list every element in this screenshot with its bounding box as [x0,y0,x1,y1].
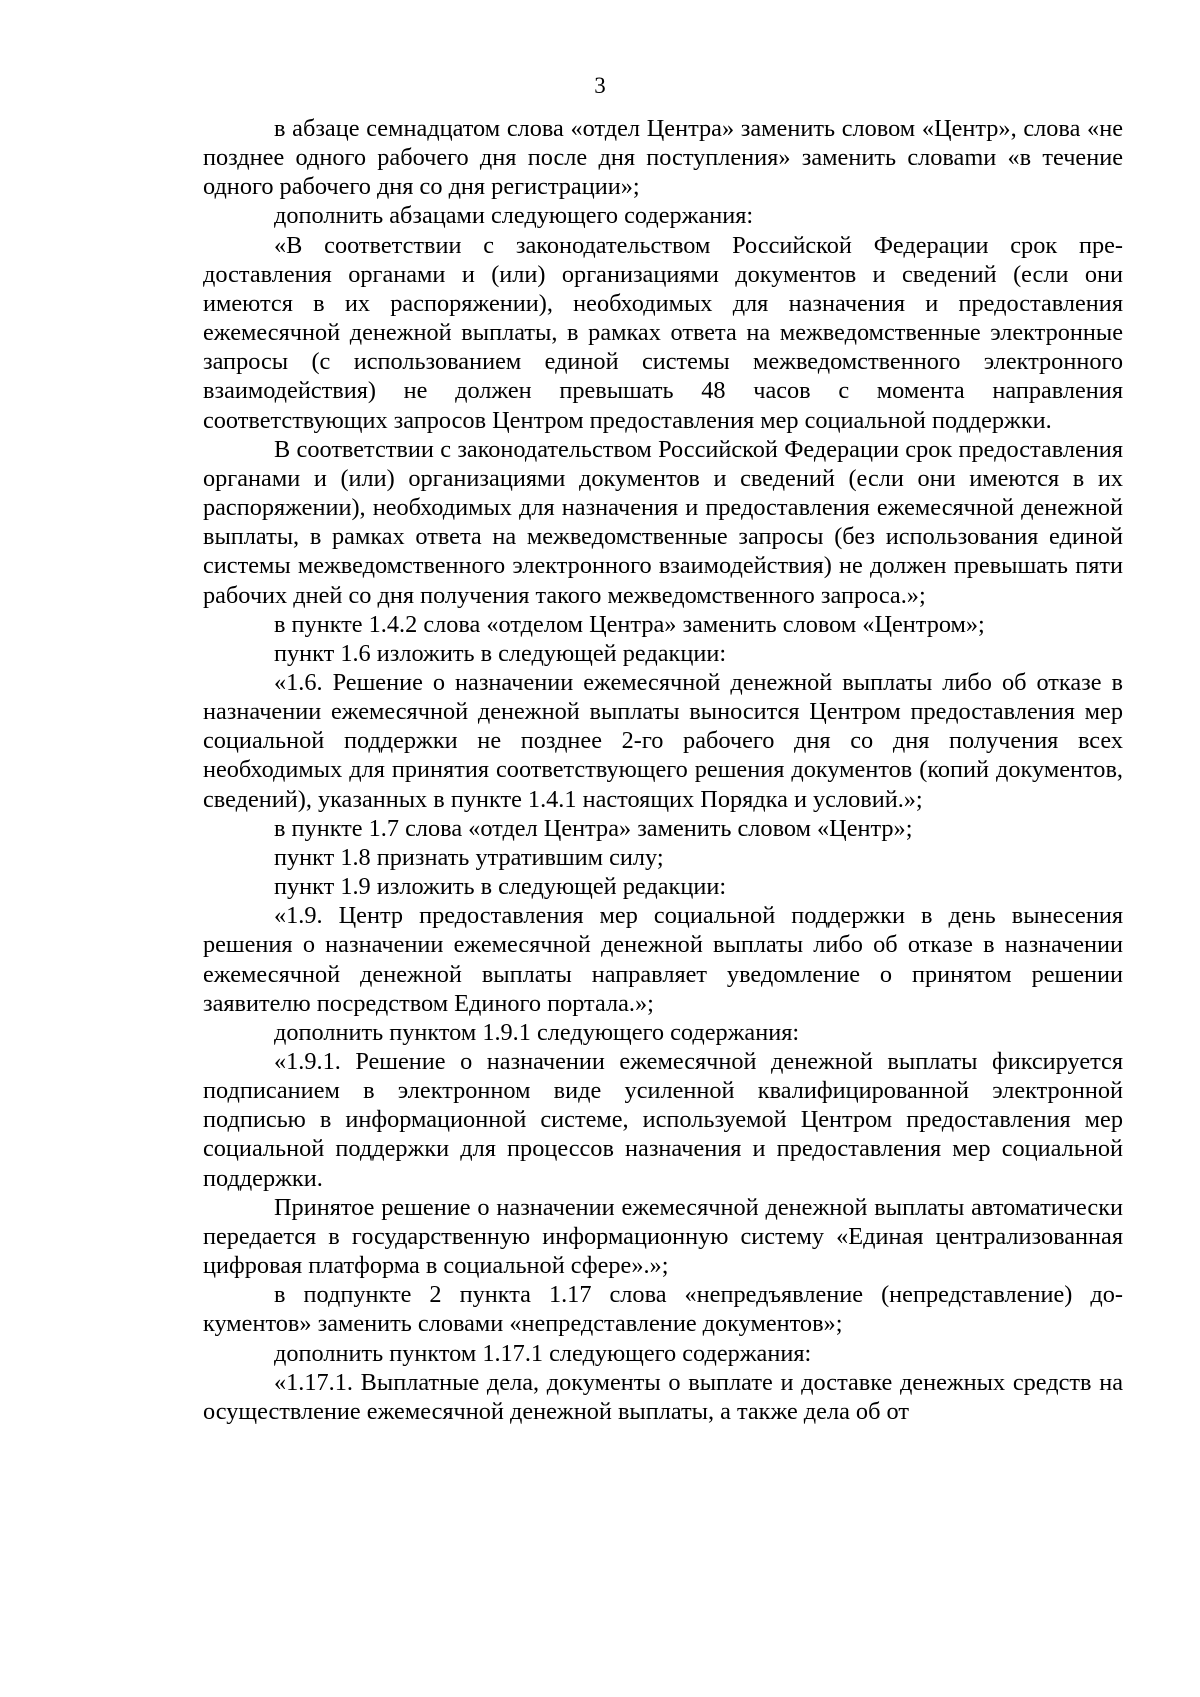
paragraph: дополнить пунктом 1.17.1 следующего содержания: [274,1339,812,1367]
paragraph: в пункте 1.4.2 слова «отделом Центра» заменить словом «Центром»; [274,610,985,638]
paragraph: «1.9. Центр предоставления мер социальной поддержки в день вынесения решения о назначении ежемесячной денежной выплаты либо об отказе в назначении ежемесячной денежной выплаты направляет уведомление о принятом решении заявителю посредством Единого портала.»; [203,902,1123,1017]
paragraph: дополнить абзацами следующего содержания: [274,202,754,230]
paragraph: в пункте 1.7 слова «отдел Центра» заменить словом «Центр»; [274,814,913,842]
paragraph: В соответствии с законодательством Российской Федерации срок предоставления органами и (или) организациями документов и сведений (если они имеются в их распоряжении), необходимых для назначения и предоставления ежемесячной денежной выплаты, в рамках ответа на межведомственные запросы (без использования единой системы межведомственного электронного взаимодействия) не должен превышать пяти рабочих дней со дня получения такого межведомственного запроса.»; [203,435,1123,609]
document-body [203,114,1123,1426]
page-number: 3 [594,73,606,98]
paragraph: «В соответствии с законодательством Российской Федерации срок предоставления органами и (или) организациями документов и сведений (если они имеются в их распоряжении), необходимых для назначения и предоставления ежемесячной денежной выплаты, в рамках ответа на межведомственные электронные запросы (с использованием единой системы межведомственного электронного взаимодействия) не должен превышать 48 часов с момента направления соответствующих запросов Центром предоставления мер социальной поддержки. [203,231,1123,434]
paragraph: в подпункте 2 пункта 1.17 слова «непредъявление (непредставление) документов» заменить словами «непредставление документов»; [203,1281,1123,1338]
paragraph: «1.6. Решение о назначении ежемесячной денежной выплаты либо об отказе в назначении ежемесячной денежной выплаты выносится Центром предоставления мер социальной поддержки не позднее 2-го рабочего дня со дня получения всех необходимых для принятия соответствующего решения документов (копий документов, сведений), указанных в пункте 1.4.1 настоящих Порядка и условий.»; [203,668,1123,813]
paragraph: пункт 1.9 изложить в следующей редакции: [274,873,727,901]
paragraph: Принятое решение о назначении ежемесячной денежной выплаты автоматически передается в государственную информационную систему «Единая централизованная цифровая платформа в социальной сфере».»; [203,1193,1123,1280]
paragraph: в абзаце семнадцатом слова «отдел Центра» заменить словом «Центр», слова «не позднее одного рабочего дня после дня поступления» заменить словаmи «в течение одного рабочего дня со дня регистрации»; [203,115,1123,201]
paragraph: пункт 1.6 изложить в следующей редакции: [274,639,727,667]
paragraph: дополнить пунктом 1.9.1 следующего содержания: [274,1018,800,1046]
paragraph: «1.17.1. Выплатные дела, документы о выплате и доставке денежных средств на осуществление ежемесячной денежной выплаты, а также дела об от [203,1368,1123,1425]
paragraph: «1.9.1. Решение о назначении ежемесячной денежной выплаты фиксируется подписанием в электронном виде усиленной квалифицированной электронной подписью в информационной системе, используемой Центром предоставления мер социальной поддержки для процессов назначения и предоставления мер социальной поддержки. [203,1048,1123,1192]
paragraph: пункт 1.8 признать утратившим силу; [274,843,664,871]
